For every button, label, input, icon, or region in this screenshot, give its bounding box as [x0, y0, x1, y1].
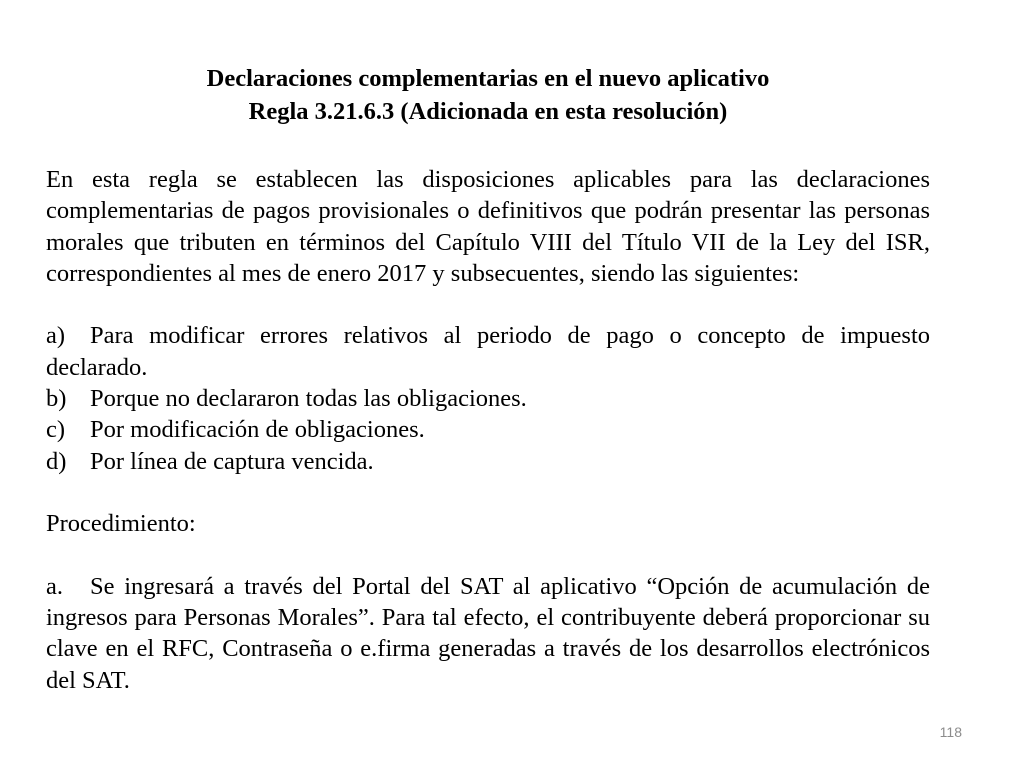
reason-text: Porque no declararon todas las obligaciones.	[90, 385, 527, 413]
list-marker: b)	[46, 385, 67, 413]
list-marker: d)	[46, 447, 67, 475]
spacer	[46, 540, 930, 571]
page-number: 118	[939, 724, 962, 740]
reason-item-b	[46, 383, 930, 414]
spacer	[46, 477, 930, 508]
title-line-2: Regla 3.21.6.3 (Adicionada en esta resolución)	[248, 98, 728, 125]
title-line-1: Declaraciones complementarias en el nuevo aplicativo	[206, 65, 770, 92]
list-marker: a)	[46, 322, 66, 350]
list-marker: c)	[46, 416, 66, 444]
reason-text: Por modificación de obligaciones.	[90, 416, 425, 444]
slide-title	[46, 62, 930, 128]
reason-item-d	[46, 446, 930, 477]
reason-item-a	[46, 320, 930, 383]
slide-body	[46, 164, 930, 696]
procedure-step-a	[46, 571, 930, 696]
list-marker: a.	[46, 572, 63, 600]
reason-text: Para modificar errores relativos al periodo de pago o concepto de impuesto declarado.	[46, 322, 930, 381]
reason-text: Por línea de captura vencida.	[90, 447, 374, 475]
reason-item-c	[46, 414, 930, 445]
intro-paragraph: En esta regla se establecen las disposiciones aplicables para las declaraciones complementarias de pagos provisionales o definitivos que podrán presentar las personas morales que tributen en términos del Capítulo VIII del Título VII de la Ley del ISR, correspondientes al mes de enero 2017 y subsecuentes, siendo las siguientes:	[46, 166, 930, 287]
procedure-step-text: Se ingresará a través del Portal del SAT al aplicativo “Opción de acumulación de ingresos para Personas Morales”. Para tal efecto, el contribuyente deberá proporcionar su clave en el RFC, Contraseña o e.firma generadas a través de los desarrollos electrónicos del SAT.	[46, 572, 930, 694]
procedure-heading: Procedimiento:	[46, 510, 196, 538]
spacer	[46, 289, 930, 320]
